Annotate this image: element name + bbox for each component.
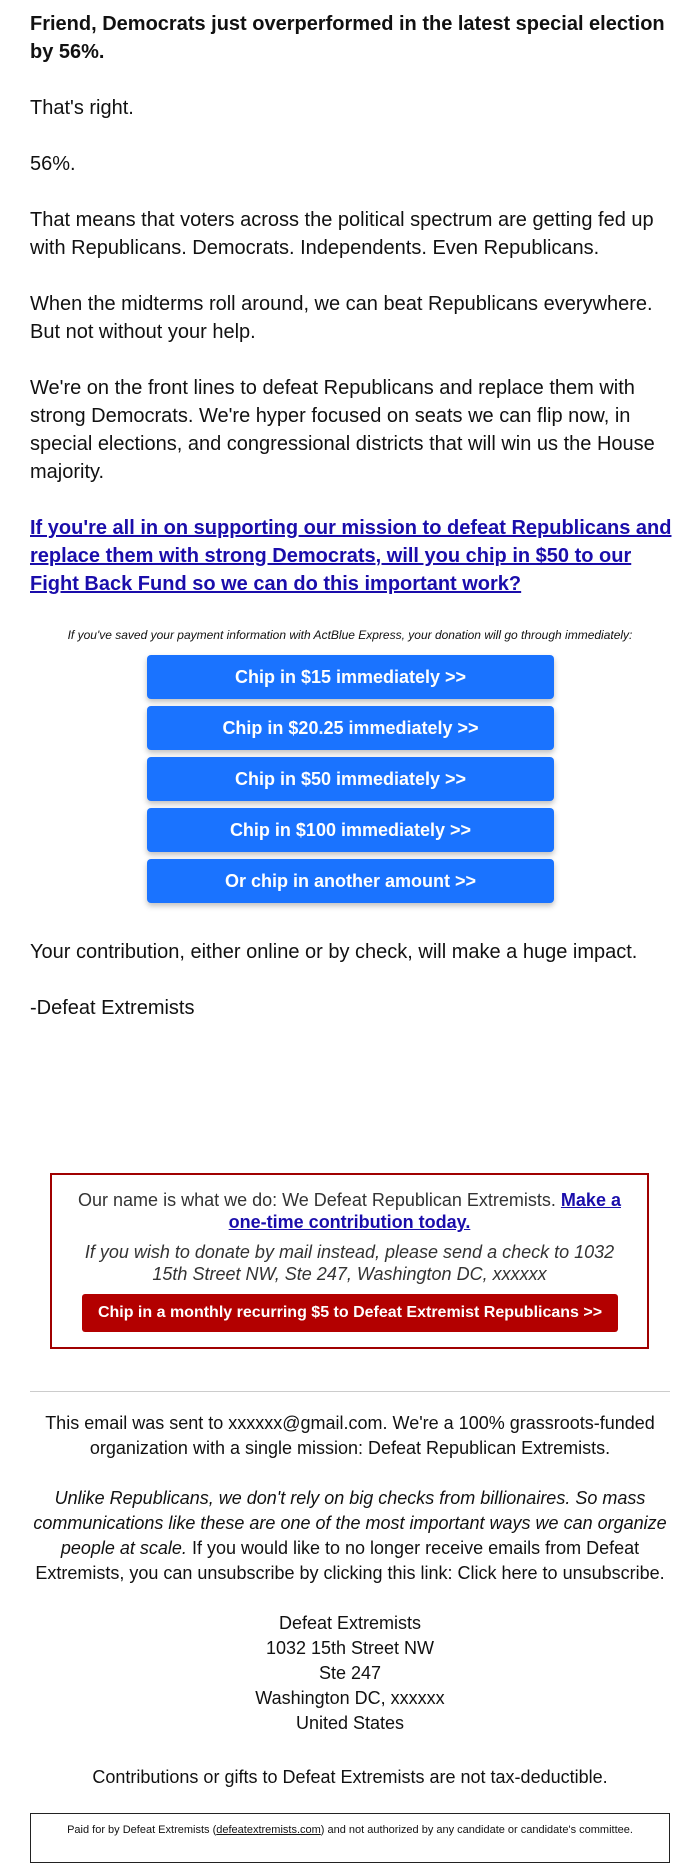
footer-divider <box>30 1391 670 1392</box>
actblue-express-note: If you've saved your payment information with ActBlue Express, your donation will go through immediately: <box>67 628 633 642</box>
contribution-box <box>50 1173 649 1349</box>
contribution-box-intro-text: Our name is what we do: We Defeat Republican Extremists. <box>78 1190 556 1210</box>
address-line: 1032 15th Street NW <box>265 1638 435 1658</box>
paragraph-56-percent: 56%. <box>30 153 76 175</box>
unsubscribe-note[interactable]: If you would like to no longer receive emails from Defeat Extremists, you can unsubscribe by clicking this link: Click here to unsubscribe. <box>35 1538 665 1583</box>
paragraph-voters: That means that voters across the political spectrum are getting fed up with Republicans. Democrats. Independents. Even Republicans. <box>30 209 654 259</box>
mail-donation-note: If you wish to donate by mail instead, please send a check to 1032 15th Street NW, Ste 247, Washington DC, xxxxxx <box>84 1242 615 1284</box>
signature: -Defeat Extremists <box>30 997 195 1019</box>
paid-for-prefix: Paid for by Defeat Extremists ( <box>67 1824 217 1836</box>
address-line: Defeat Extremists <box>278 1613 422 1633</box>
address-line: Ste 247 <box>318 1663 382 1683</box>
paragraph-thats-right: That's right. <box>30 97 134 119</box>
mailing-address <box>25 1611 675 1736</box>
address-line: Washington DC, xxxxxx <box>255 1688 445 1708</box>
tax-note: Contributions or gifts to Defeat Extremists are not tax-deductible. <box>92 1767 608 1787</box>
unsubscribe-paragraph <box>25 1486 675 1586</box>
headline: Friend, Democrats just overperformed in the latest special election by 56%. <box>30 13 665 63</box>
address-line: United States <box>295 1713 405 1733</box>
sent-to-note: This email was sent to xxxxxx@gmail.com. We're a 100% grassroots-funded organization with a single mission: Defeat Republican Extremists. <box>45 1413 655 1458</box>
website-link[interactable]: defeatextremists.com <box>216 1824 321 1836</box>
chip-50-button[interactable]: Chip in $50 immediately >> <box>147 757 554 801</box>
paragraph-midterms: When the midterms roll around, we can beat Republicans everywhere. But not without your help. <box>30 293 653 343</box>
grassroots-note: Unlike Republicans, we don't rely on big checks from billionaires. So mass communications like these are one of the most important ways we can organize people at scale. <box>33 1488 667 1558</box>
chip-other-amount-button[interactable]: Or chip in another amount >> <box>147 859 554 903</box>
contribution-box-intro <box>72 1189 627 1233</box>
chip-100-button[interactable]: Chip in $100 immediately >> <box>147 808 554 852</box>
paid-for-disclaimer <box>30 1813 670 1863</box>
one-time-contribution-link[interactable]: Make a one-time contribution today. <box>228 1190 621 1232</box>
fight-back-fund-link[interactable]: If you're all in on supporting our mission to defeat Republicans and replace them with strong Democrats, will you chip in $50 to our Fight Back Fund so we can do this important work? <box>30 517 672 595</box>
chip-15-button[interactable]: Chip in $15 immediately >> <box>147 655 554 699</box>
paid-for-suffix: ) and not authorized by any candidate or candidate's committee. <box>320 1824 633 1836</box>
paragraph-front-lines: We're on the front lines to defeat Republicans and replace them with strong Democrats. We're hyper focused on seats we can flip now, in special elections, and congressional districts that will win us the House majority. <box>30 377 655 483</box>
closing-text: Your contribution, either online or by check, will make a huge impact. <box>30 941 638 963</box>
monthly-recurring-button[interactable]: Chip in a monthly recurring $5 to Defeat Extremist Republicans >> <box>82 1294 618 1332</box>
cta-paragraph <box>30 514 675 598</box>
chip-20-25-button[interactable]: Chip in $20.25 immediately >> <box>147 706 554 750</box>
